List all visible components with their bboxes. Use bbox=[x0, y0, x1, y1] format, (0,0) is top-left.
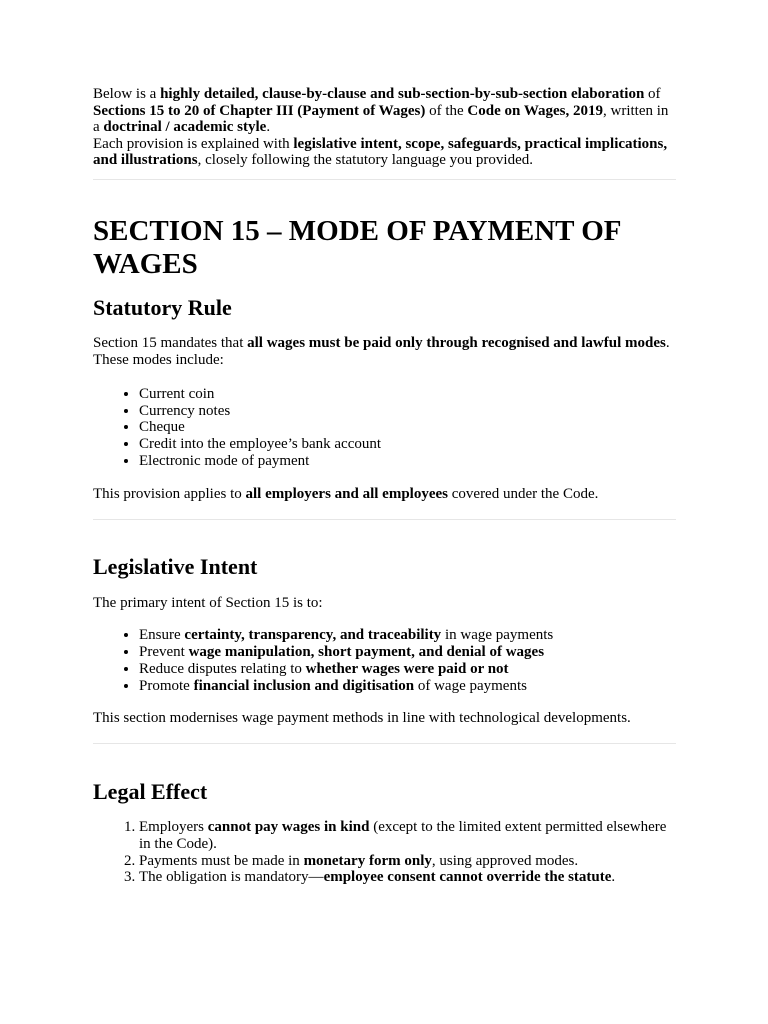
bold-text: legislative intent, scope, safeguards, practical implications, and illustrations bbox=[93, 135, 668, 169]
text-run: , using approved modes. bbox=[431, 852, 579, 869]
text-run: . bbox=[266, 119, 271, 136]
statutory-rule-lead bbox=[93, 335, 676, 369]
intent-item bbox=[139, 627, 676, 644]
legislative-intent-closing: This section modernises wage payment methods in line with technological developments. bbox=[93, 710, 631, 727]
bold-text: highly detailed, clause-by-clause and sub-section-by-sub-section elaboration bbox=[160, 86, 645, 102]
text-run: This provision applies to bbox=[93, 486, 246, 503]
intent-item bbox=[139, 661, 676, 678]
bold-text: wage manipulation, short payment, and denial of wages bbox=[188, 644, 545, 661]
bold-text: employee consent cannot override the statute bbox=[323, 869, 612, 886]
document-page bbox=[93, 86, 676, 886]
divider bbox=[93, 179, 676, 180]
payment-mode-item: • Credit into the employee’s bank account bbox=[139, 436, 676, 453]
text-run: , written in a bbox=[93, 102, 669, 136]
text-run: Employers bbox=[139, 819, 208, 836]
heading-statutory-rule: Statutory Rule bbox=[93, 294, 232, 320]
text-run: of bbox=[644, 86, 661, 102]
text-run: Section 15 mandates that bbox=[93, 334, 248, 351]
intro-block bbox=[93, 86, 676, 169]
text-run: Below is a bbox=[93, 86, 161, 102]
payment-mode-item: • Cheque bbox=[139, 419, 676, 436]
intro-paragraph-2 bbox=[93, 136, 676, 169]
text-run: covered under the Code. bbox=[448, 486, 599, 503]
bold-text: all wages must be paid only through recognised and lawful modes bbox=[247, 334, 666, 351]
heading-legislative-intent: Legislative Intent bbox=[93, 554, 258, 580]
section-title: SECTION 15 – MODE OF PAYMENT OF WAGES bbox=[93, 214, 621, 280]
text-run: Payments must be made in bbox=[139, 852, 304, 869]
text-run: of wage payments bbox=[414, 677, 527, 694]
text-run: Reduce disputes relating to bbox=[139, 660, 306, 677]
payment-modes-list bbox=[93, 386, 676, 470]
payment-mode-item: • Electronic mode of payment bbox=[139, 453, 676, 470]
text-run: . bbox=[611, 869, 616, 886]
text-run: Promote bbox=[139, 677, 194, 694]
text-run: (except to the limited extent permitted elsewhere in the Code). bbox=[139, 819, 667, 852]
divider bbox=[93, 519, 676, 520]
bold-text: certainty, transparency, and traceability bbox=[184, 627, 442, 644]
legal-effect-item bbox=[139, 869, 676, 886]
text-run: of the bbox=[425, 102, 468, 119]
bold-text: all employers and all employees bbox=[245, 486, 448, 503]
statutory-rule-applies bbox=[93, 486, 676, 503]
text-run: Ensure bbox=[139, 627, 185, 644]
legal-effect-list bbox=[93, 819, 676, 886]
intent-item bbox=[139, 644, 676, 661]
text-run: The obligation is mandatory— bbox=[139, 869, 324, 886]
bold-text: whether wages were paid or not bbox=[305, 660, 509, 677]
legislative-intent-lead: The primary intent of Section 15 is to: bbox=[93, 595, 323, 612]
bold-text: doctrinal / academic style bbox=[103, 119, 267, 136]
text-run: . These modes include: bbox=[93, 334, 670, 368]
heading-legal-effect: Legal Effect bbox=[93, 779, 208, 805]
bold-text: Sections 15 to 20 of Chapter III (Payment of Wages) bbox=[93, 102, 426, 119]
text-run: in wage payments bbox=[441, 627, 554, 644]
bold-text: financial inclusion and digitisation bbox=[193, 677, 415, 694]
text-run: Prevent bbox=[139, 644, 189, 661]
legal-effect-item bbox=[139, 819, 676, 852]
bold-text: monetary form only bbox=[303, 852, 432, 869]
bold-text: Code on Wages, 2019 bbox=[467, 102, 603, 119]
text-run: , closely following the statutory language you provided. bbox=[197, 152, 533, 169]
legal-effect-item bbox=[139, 853, 676, 870]
intro-paragraph bbox=[93, 86, 676, 136]
legislative-intent-list bbox=[93, 627, 676, 694]
payment-mode-item: • Current coin bbox=[139, 386, 676, 403]
divider bbox=[93, 743, 676, 744]
payment-mode-item: • Currency notes bbox=[139, 403, 676, 420]
bold-text: cannot pay wages in kind bbox=[207, 819, 370, 836]
text-run: Each provision is explained with bbox=[93, 135, 294, 152]
intent-item bbox=[139, 678, 676, 695]
